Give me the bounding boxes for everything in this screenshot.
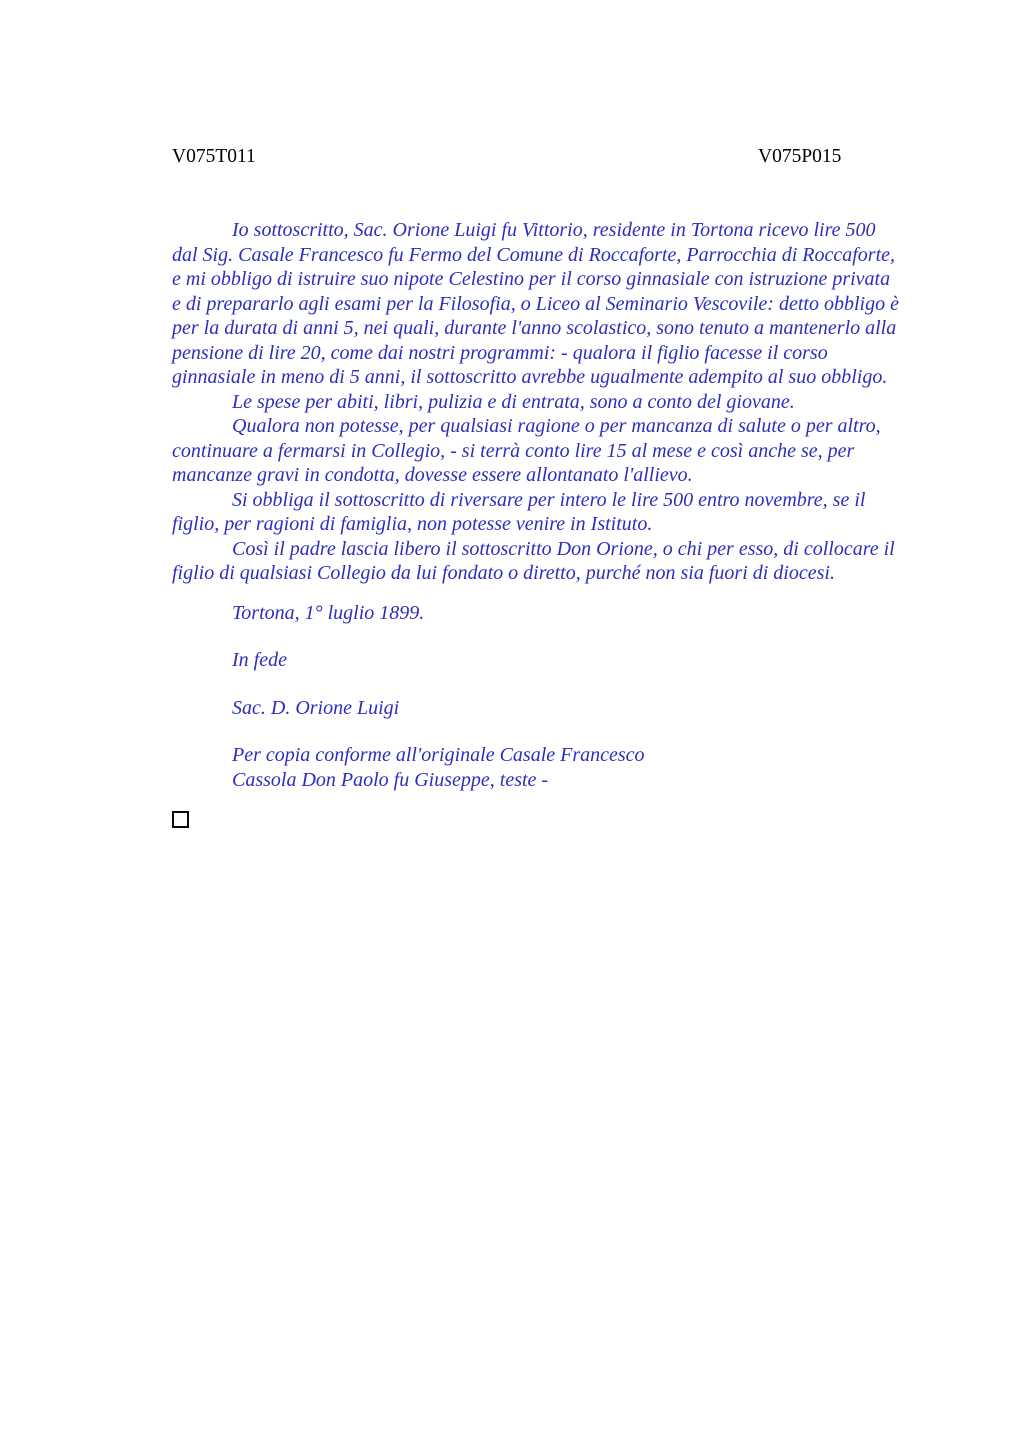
text-line: e mi obbligo di istruire suo nipote Celestino per il corso ginnasiale con istruzione privata xyxy=(172,268,891,290)
dateline: Tortona, 1° luglio 1899. xyxy=(232,601,425,624)
page-header xyxy=(0,146,1024,170)
text-line: per la durata di anni 5, nei quali, durante l'anno scolastico, sono tenuto a mantenerlo alla xyxy=(172,317,897,339)
paragraph-1 xyxy=(172,218,899,390)
document-code-left: V075T011 xyxy=(172,146,256,167)
text-line: e di prepararlo agli esami per la Filosofia, o Liceo al Seminario Vescovile: detto obbligo è xyxy=(172,292,899,315)
text-line: ginnasiale in meno di 5 anni, il sottoscritto avrebbe ugualmente adempito al suo obbligo. xyxy=(172,366,888,388)
paragraph-3 xyxy=(172,414,899,488)
attestation-line: In fede xyxy=(232,649,287,671)
paragraph-2 xyxy=(172,390,899,415)
copy-note xyxy=(172,743,899,792)
signature-line: Sac. D. Orione Luigi xyxy=(232,696,400,719)
text-line: Le spese per abiti, libri, pulizia e di entrata, sono a conto del giovane. xyxy=(232,390,795,413)
text-line: figlio di qualsiasi Collegio da lui fondato o diretto, purché non sia fuori di diocesi. xyxy=(172,562,835,584)
copy-note-line: Cassola Don Paolo fu Giuseppe, teste - xyxy=(232,768,549,791)
empty-checkbox-icon xyxy=(172,811,189,828)
text-line: dal Sig. Casale Francesco fu Fermo del Comune di Roccaforte, Parrocchia di Roccaforte, xyxy=(172,243,896,266)
text-line: continuare a fermarsi in Collegio, - si terrà conto lire 15 al mese e così anche se, per xyxy=(172,439,855,462)
text-line: Qualora non potesse, per qualsiasi ragione o per mancanza di salute o per altro, xyxy=(232,415,881,437)
copy-note-line: Per copia conforme all'originale Casale Francesco xyxy=(232,744,645,766)
text-line: mancanze gravi in condotta, dovesse essere allontanato l'allievo. xyxy=(172,464,693,486)
document-code-right: V075P015 xyxy=(758,146,842,167)
document-body xyxy=(172,218,899,828)
text-line: pensione di lire 20, come dai nostri programmi: - qualora il figlio facesse il corso xyxy=(172,341,828,364)
text-line: Così il padre lascia libero il sottoscritto Don Orione, o chi per esso, di collocare il xyxy=(232,537,895,560)
text-line: Io sottoscritto, Sac. Orione Luigi fu Vittorio, residente in Tortona ricevo lire 500 xyxy=(232,219,876,241)
text-line: Si obbliga il sottoscritto di riversare per intero le lire 500 entro novembre, se il xyxy=(232,488,866,511)
text-line: figlio, per ragioni di famiglia, non potesse venire in Istituto. xyxy=(172,513,653,535)
paragraph-5 xyxy=(172,537,899,586)
paragraph-4 xyxy=(172,488,899,537)
